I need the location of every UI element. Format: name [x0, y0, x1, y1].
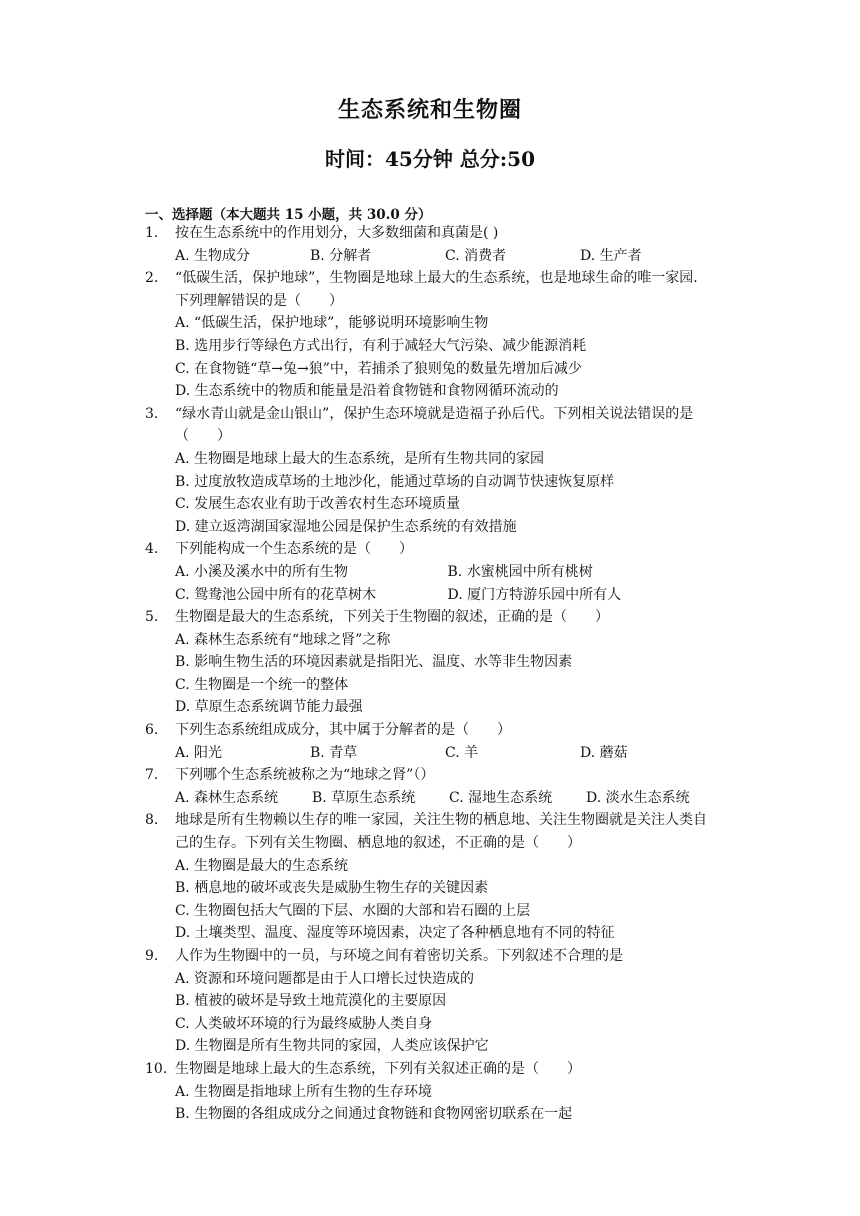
option-d[interactable]: D. 生产者 — [580, 247, 642, 264]
option-b[interactable]: B. 栖息地的破坏或丧失是威胁生物生存的关键因素 — [175, 880, 489, 897]
option-b[interactable]: B. 影响生物生活的环境因素就是指阳光、温度、水等非生物因素 — [175, 654, 573, 671]
question-stem: “低碳生活，保护地球”，生物圈是地球上最大的生态系统，也是地球生命的唯一家园．下列理解错误的是（ ） — [175, 270, 708, 309]
option-a[interactable]: A. 生物圈是地球上最大的生态系统，是所有生物共同的家园 — [175, 450, 545, 467]
question-number: 1. — [145, 225, 159, 241]
option-d[interactable]: D. 厦门方特游乐园中所有人 — [447, 586, 622, 603]
option-b[interactable]: B. 草原生态系统 — [312, 789, 416, 806]
question-2 — [145, 267, 720, 403]
question-stem: 下列哪个生态系统被称之为“地球之肾”（） — [175, 767, 435, 784]
option-a[interactable]: A. 小溪及溪水中的所有生物 — [175, 563, 349, 580]
option-row — [175, 787, 720, 810]
option-c[interactable]: C. 人类破坏环境的行为最终威胁人类自身 — [175, 1015, 433, 1032]
question-stem: 下列生态系统组成成分，其中属于分解者的是（ ） — [175, 722, 511, 739]
option-a[interactable]: A. 阳光 — [175, 744, 223, 761]
option-row — [175, 561, 720, 584]
option-c[interactable]: C. 消费者 — [445, 247, 507, 264]
option-d[interactable]: D. 生态系统中的物质和能量是沿着食物链和食物网循环流动的 — [175, 383, 559, 400]
question-6 — [145, 719, 720, 764]
question-number: 2. — [145, 270, 159, 287]
question-number: 7. — [145, 767, 159, 784]
question-stem: “绿水青山就是金山银山”，保护生态环境就是造福子孙后代。下列相关说法错误的是（ ） — [175, 405, 694, 445]
question-8 — [145, 809, 720, 945]
option-d[interactable]: D. 草原生态系统调节能力最强 — [175, 699, 363, 716]
option-b[interactable]: B. 分解者 — [310, 247, 372, 264]
option-b[interactable]: B. 过度放牧造成草场的土地沙化，能通过草场的自动调节快速恢复原样 — [175, 473, 615, 490]
question-number: 9. — [145, 948, 159, 964]
option-c[interactable]: C. 羊 — [445, 744, 479, 761]
question-stem: 按在生态系统中的作用划分，大多数细菌和真菌是( ) — [175, 225, 499, 241]
option-d[interactable]: D. 土壤类型、温度、湿度等环境因素，决定了各种栖息地有不同的特征 — [175, 925, 615, 942]
option-c[interactable]: C. 湿地生态系统 — [449, 789, 553, 806]
option-a[interactable]: A. 森林生态系统 — [175, 789, 279, 806]
option-b[interactable]: B. 水蜜桃园中所有桃树 — [447, 563, 593, 580]
option-c[interactable]: C. 在食物链“草→兔→狼”中，若捕杀了狼则兔的数量先增加后减少 — [175, 360, 582, 377]
question-number: 3. — [145, 405, 159, 422]
option-d[interactable]: D. 建立返湾湖国家湿地公园是保护生态系统的有效措施 — [175, 518, 517, 535]
exam-info: 时间：45分钟 总分:50 — [324, 147, 535, 171]
question-3 — [145, 403, 720, 539]
option-d[interactable]: D. 蘑菇 — [580, 744, 628, 761]
option-a[interactable]: A. 森林生态系统有“地球之肾”之称 — [175, 631, 391, 648]
option-a[interactable]: A. 生物成分 — [175, 247, 251, 264]
question-list — [145, 222, 720, 1126]
question-stem: 地球是所有生物赖以生存的唯一家园，关注生物的栖息地、关注生物圈就是关注人类自己的生存。下列有关生物圈、栖息地的叙述，不正确的是（ ） — [175, 812, 707, 852]
option-b[interactable]: B. 植被的破坏是导致土地荒漠化的主要原因 — [175, 993, 447, 1010]
option-a[interactable]: A. 资源和环境问题都是由于人口增长过快造成的 — [175, 970, 475, 987]
question-number: 6. — [145, 722, 159, 739]
question-stem: 下列能构成一个生态系统的是（ ） — [175, 541, 413, 558]
question-number: 4. — [145, 541, 159, 558]
question-stem: 生物圈是最大的生态系统，下列关于生物圈的叙述，正确的是（ ） — [175, 609, 609, 626]
question-10 — [145, 1058, 720, 1126]
section-heading: 一、选择题（本大题共 15 小题，共 30.0 分） — [145, 207, 432, 223]
question-number: 10. — [145, 1060, 168, 1077]
option-c[interactable]: C. 鸳鸯池公园中所有的花草树木 — [175, 586, 377, 603]
question-5 — [145, 606, 720, 719]
question-number: 5. — [145, 609, 159, 626]
question-number: 8. — [145, 812, 159, 829]
option-row — [175, 742, 720, 765]
question-stem: 人作为生物圈中的一员，与环境之间有着密切关系。下列叙述不合理的是 — [175, 948, 623, 964]
document-title: 生态系统和生物圈 — [337, 97, 522, 123]
option-a[interactable]: A. 生物圈是最大的生态系统 — [175, 857, 349, 874]
option-d[interactable]: D. 淡水生态系统 — [586, 789, 690, 806]
option-row — [175, 584, 720, 607]
question-7 — [145, 764, 720, 809]
option-b[interactable]: B. 青草 — [310, 744, 358, 761]
option-c[interactable]: C. 生物圈包括大气圈的下层、水圈的大部和岩石圈的上层 — [175, 902, 531, 919]
option-row — [175, 245, 720, 268]
option-c[interactable]: C. 发展生态农业有助于改善农村生态环境质量 — [175, 496, 461, 513]
option-b[interactable]: B. 生物圈的各组成成分之间通过食物链和食物网密切联系在一起 — [175, 1106, 573, 1123]
option-d[interactable]: D. 生物圈是所有生物共同的家园，人类应该保护它 — [175, 1038, 489, 1055]
question-stem: 生物圈是地球上最大的生态系统，下列有关叙述正确的是（ ） — [175, 1060, 581, 1077]
option-a[interactable]: A. “低碳生活，保护地球”，能够说明环境影响生物 — [175, 315, 489, 332]
option-c[interactable]: C. 生物圈是一个统一的整体 — [175, 676, 349, 693]
option-b[interactable]: B. 选用步行等绿色方式出行，有利于减轻大气污染、减少能源消耗 — [175, 337, 587, 354]
question-1 — [145, 222, 720, 267]
question-4 — [145, 538, 720, 606]
option-a[interactable]: A. 生物圈是指地球上所有生物的生存环境 — [175, 1083, 433, 1100]
question-9 — [145, 945, 720, 1058]
